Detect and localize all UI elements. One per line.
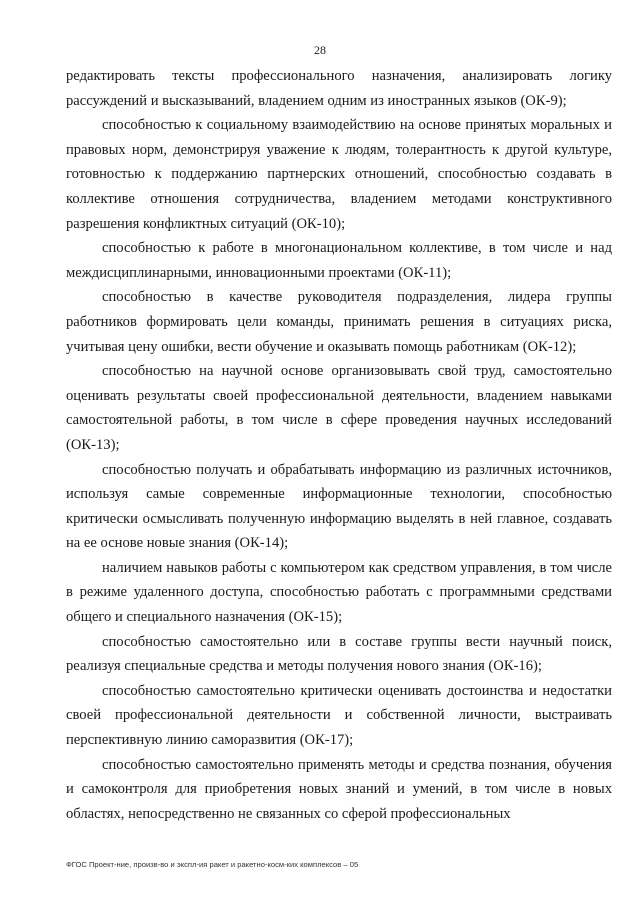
- paragraph-ok-11: способностью к работе в многонациональном коллективе, в том числе и над междисциплинарными, инновационными проектами (ОК-11);: [66, 240, 612, 281]
- paragraph-ok-15: наличием навыков работы с компьютером как средством управления, в том числе в режиме удаленного доступа, способностью работать с программными средствами общего и специального назначения (ОК-15);: [66, 559, 612, 626]
- paragraph-ok-18-partial: способностью самостоятельно применять методы и средства познания, обучения и самоконтроля для приобретения новых знаний и умений, в том числе в новых областях, непосредственно не связанных со сферой профессиональных: [66, 756, 612, 822]
- paragraph-ok-17: способностью самостоятельно критически оценивать достоинства и недостатки своей профессиональной деятельности и собственной личности, выстраивать перспективную линию саморазвития (ОК-17);: [66, 682, 612, 749]
- document-body: [66, 64, 612, 826]
- paragraph-ok-14: способностью получать и обрабатывать информацию из различных источников, используя самые современные информационные технологии, способностью критически осмысливать полученную информацию выделять в ней главное, создавать на ее основе новые знания (ОК-14);: [66, 461, 612, 552]
- paragraph-ok-12: способностью в качестве руководителя подразделения, лидера группы работников формировать цели команды, принимать решения в ситуациях риска, учитывая цену ошибки, вести обучение и оказывать помощь работникам (ОК-12);: [66, 289, 612, 355]
- paragraph-ok-16: способностью самостоятельно или в составе группы вести научный поиск, реализуя специальные средства и методы получения нового знания (ОК-16);: [66, 633, 612, 675]
- page-footer: ФГОС Проект-ние, произв-во и экспл-ия ракет и ракетно-косм-ких комплексов – 05: [66, 860, 359, 869]
- paragraph-ok-13: способностью на научной основе организовывать свой труд, самостоятельно оценивать результаты своей профессиональной деятельности, владением навыками самостоятельной работы, в том числе в сфере проведения научных исследований (ОК-13);: [66, 363, 612, 453]
- page-number: 28: [314, 43, 326, 57]
- paragraph-ok-9: редактировать тексты профессионального назначения, анализировать логику рассуждений и высказываний, владением одним из иностранных языков (ОК-9);: [66, 68, 612, 109]
- paragraph-ok-10: способностью к социальному взаимодействию на основе принятых моральных и правовых норм, демонстрируя уважение к людям, толерантность к другой культуре, готовностью к поддержанию партнерских отношений, способностью создавать в коллективе отношения сотрудничества, владением методами конструктивного разрешения конфликтных ситуаций (ОК-10);: [66, 117, 612, 232]
